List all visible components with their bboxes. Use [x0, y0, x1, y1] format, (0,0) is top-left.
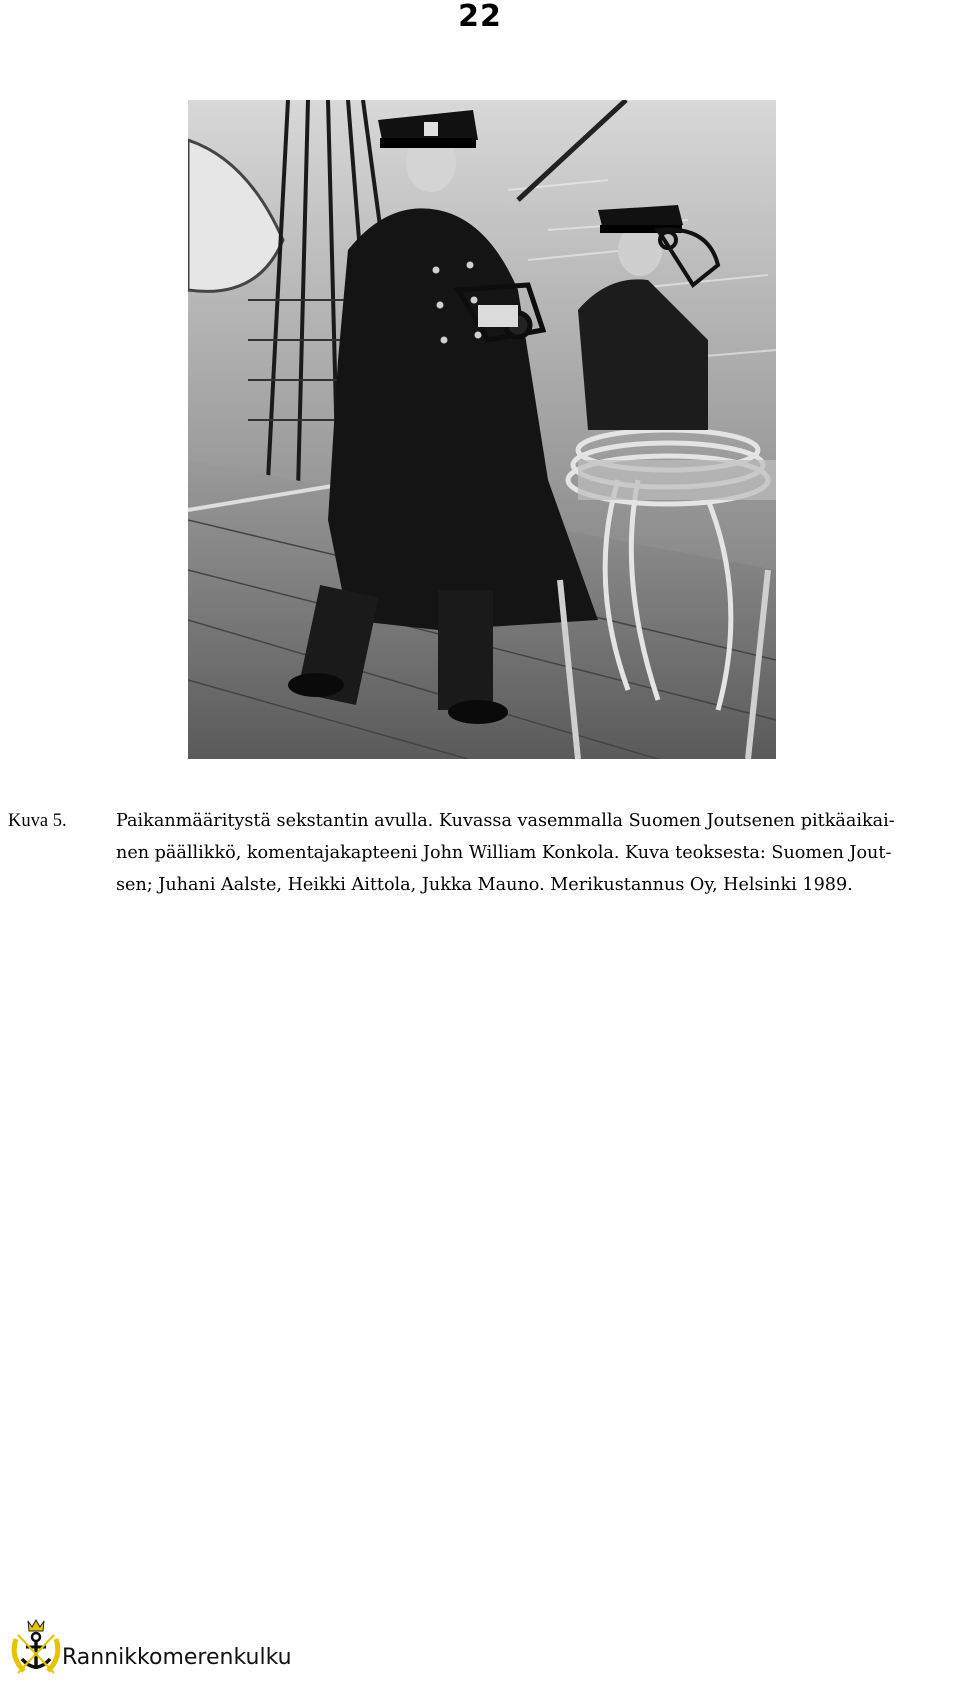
footer: [8, 1617, 408, 1677]
page-number: 22: [458, 0, 502, 34]
caption-line: nen päällikkö, komentajakapteeni John William Konkola. Kuva teoksesta: Suomen Jout-: [116, 843, 892, 863]
caption-line: Paikanmääritystä sekstantin avulla. Kuvassa vasemmalla Suomen Joutsenen pitkäaikai-: [116, 811, 895, 831]
photo-illustration: [188, 100, 776, 759]
caption-line: sen; Juhani Aalste, Heikki Aittola, Jukka Mauno. Merikustannus Oy, Helsinki 1989.: [116, 875, 853, 895]
figure-label: Kuva 5.: [8, 811, 67, 831]
figure-caption-text: [116, 805, 956, 901]
photo-sextant-officers: [188, 100, 776, 759]
anchor-emblem-icon: [8, 1617, 64, 1677]
footer-brand: Rannikkomerenkulku: [62, 1645, 292, 1670]
